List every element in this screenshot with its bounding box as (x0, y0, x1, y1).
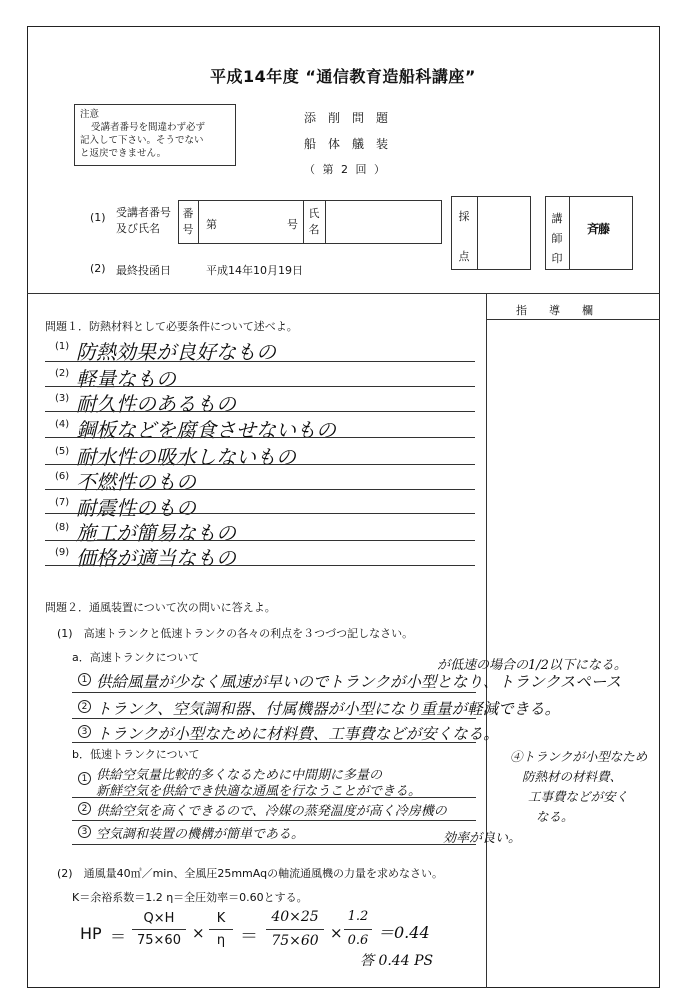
formula-num: Q×H (143, 911, 175, 926)
answer-rule (72, 742, 476, 743)
q1-answer-text: 鋼板などを腐食させないもの (76, 418, 336, 442)
gou-label: 号 (287, 218, 298, 231)
divider (477, 196, 478, 270)
notice-line: 注意 (80, 109, 100, 120)
answer-rule (72, 844, 476, 845)
student-number-field[interactable] (198, 200, 303, 244)
subtitle-line: 添削問題 (304, 111, 401, 125)
lecturer-label: 講 (551, 212, 563, 225)
student-name-field[interactable] (325, 200, 442, 244)
score-label: 点 (458, 250, 470, 263)
circled-number: 2 (78, 802, 91, 815)
item2-value: 平成14年10月19日 (206, 264, 303, 277)
q2-a-answer: トランクが小型なために材料費、工事費などが安くなる。 (96, 725, 499, 743)
answer-rule (45, 540, 475, 541)
lecturer-label: 印 (551, 252, 563, 265)
answer-rule (72, 692, 476, 693)
q2-a-label: a．高速トランクについて (72, 651, 200, 664)
answer-rule (45, 437, 475, 438)
q1-answer-text: 耐震性のもの (76, 496, 196, 520)
q1-answer-text: 施工が簡易なもの (76, 521, 236, 545)
equals-sign: ＝ (240, 926, 258, 947)
guidance-note-line: なる。 (536, 809, 574, 824)
answer-rule (45, 489, 475, 490)
answer-num: (2) (55, 368, 70, 379)
fraction-bar (266, 929, 324, 930)
q2-sub2: (2) 通風量40㎥／min、全風圧25mmAqの軸流通風機の力量を求めなさい。 (57, 867, 444, 880)
dai-label: 第 (206, 218, 217, 231)
answer-rule (45, 361, 475, 362)
q1-answer-text: 価格が適当なもの (76, 546, 236, 570)
q1-answer-text: 耐久性のあるもの (76, 392, 236, 416)
equals-sign: ＝ (110, 927, 127, 946)
circled-number: 1 (78, 673, 91, 686)
times-sign: × (330, 924, 343, 942)
answer-rule (45, 386, 475, 387)
fraction-bar (209, 929, 233, 930)
q2-b-answer: 供給空気を高くできるので、冷媒の蒸発温度が高く冷房機の (96, 804, 447, 819)
shi-label: 氏 (308, 207, 320, 220)
fraction-bar (344, 929, 372, 930)
q1-answer-text: 防熱効果が良好なもの (76, 340, 276, 364)
q1-answer-text: 軽量なもの (76, 367, 176, 391)
lecturer-stamp: 斉藤 (587, 222, 610, 236)
q2-b-answer: 供給空気量比較的多くなるために中間期に多量の (96, 768, 383, 783)
item1-label: 及び氏名 (116, 222, 160, 235)
notice-line: と返戻できません。 (80, 148, 167, 159)
formula-hp: HP (80, 924, 102, 943)
circled-number: 2 (78, 700, 91, 713)
formula-result: ＝0.44 (378, 923, 430, 942)
q2-b-answer: 空気調和装置の機構が簡単である。 (96, 827, 305, 842)
formula-num: 1.2 (347, 909, 369, 924)
guidance-note-line: ④トランクが小型なため (510, 749, 648, 764)
answer-num: (3) (55, 393, 70, 404)
subtitle-line: 船体艤装 (304, 137, 401, 151)
formula-den: 75×60 (137, 933, 181, 948)
q2-a-answer: 供給風量が少なく風速が早いのでトランクが小型となり、トランクスペース (96, 673, 622, 691)
q2-a-note: が低速の場合の1/2以下になる。 (437, 658, 627, 673)
notice-line: 記入して下さい。そうでない (80, 135, 204, 146)
item2-label: 最終投函日 (116, 264, 171, 277)
answer-num: (9) (55, 547, 70, 558)
circled-number: 1 (78, 772, 91, 785)
formula-den: η (216, 933, 226, 948)
divider (486, 319, 660, 320)
q2-a-answer: トランク、空気調和器、付属機器が小型になり重量が軽減できる。 (96, 700, 561, 718)
divider (27, 293, 660, 294)
item1-label: 受講者番号 (116, 206, 171, 219)
fraction-bar (132, 929, 186, 930)
q2-b-answer: 新鮮空気を供給でき快適な通風を行なうことができる。 (96, 784, 422, 799)
divider (569, 196, 570, 270)
circled-number: 3 (78, 825, 91, 838)
divider (303, 200, 304, 244)
q2-b-note: 効率が良い。 (443, 831, 522, 846)
answer-num: (6) (55, 471, 70, 482)
guidance-column-divider (486, 293, 487, 988)
q2-title: 問題２．通風装置について次の問いに答えよ。 (45, 601, 276, 614)
q2-sub2-given: K＝余裕系数＝1.2 η＝全圧効率＝0.60とする。 (72, 891, 308, 904)
formula-den: 0.6 (347, 933, 369, 948)
guidance-note-line: 工事費などが安く (528, 789, 629, 804)
guidance-header: 指 導 欄 (516, 304, 593, 317)
q2-sub1: (1) 高速トランクと低速トランクの各々の利点を３つづつ記しなさい。 (57, 627, 414, 640)
q2-b-label: b．低速トランクについて (72, 748, 200, 761)
guidance-note-line: 防熱材の材料費、 (522, 769, 623, 784)
mei-label: 名 (308, 223, 320, 236)
formula-num: 40×25 (271, 909, 319, 925)
subtitle-line: （ 第 2 回 ） (304, 163, 387, 176)
q1-title: 問題１．防熱材料として必要条件について述べよ。 (45, 320, 298, 333)
answer-num: (5) (55, 446, 70, 457)
formula-den: 75×60 (271, 933, 319, 949)
formula-answer: 答 0.44 PS (360, 953, 434, 969)
answer-rule (45, 464, 475, 465)
answer-rule (45, 513, 475, 514)
answer-rule (72, 718, 476, 719)
page-title: 平成14年度 “通信教育造船科講座” (210, 67, 476, 86)
item2-num: (2) (90, 262, 106, 275)
answer-rule (72, 797, 476, 798)
gou-small-label: 号 (182, 223, 194, 236)
answer-num: (7) (55, 497, 70, 508)
q1-answer-text: 耐水性の吸水しないもの (76, 445, 296, 469)
q1-answer-text: 不燃性のもの (76, 470, 196, 494)
notice-box (74, 104, 236, 166)
answer-num: (8) (55, 522, 70, 533)
times-sign: × (192, 924, 205, 942)
answer-num: (4) (55, 419, 70, 430)
answer-num: (1) (55, 341, 70, 352)
item1-num: (1) (90, 211, 106, 224)
answer-rule (72, 820, 476, 821)
circled-number: 3 (78, 725, 91, 738)
formula-num: K (216, 911, 226, 926)
lecturer-label: 師 (551, 232, 563, 245)
score-label: 採 (458, 210, 470, 223)
answer-rule (45, 565, 475, 566)
notice-line: 受講者番号を間違わず必ず (91, 122, 206, 133)
answer-rule (45, 411, 475, 412)
ban-label: 番 (182, 207, 194, 220)
